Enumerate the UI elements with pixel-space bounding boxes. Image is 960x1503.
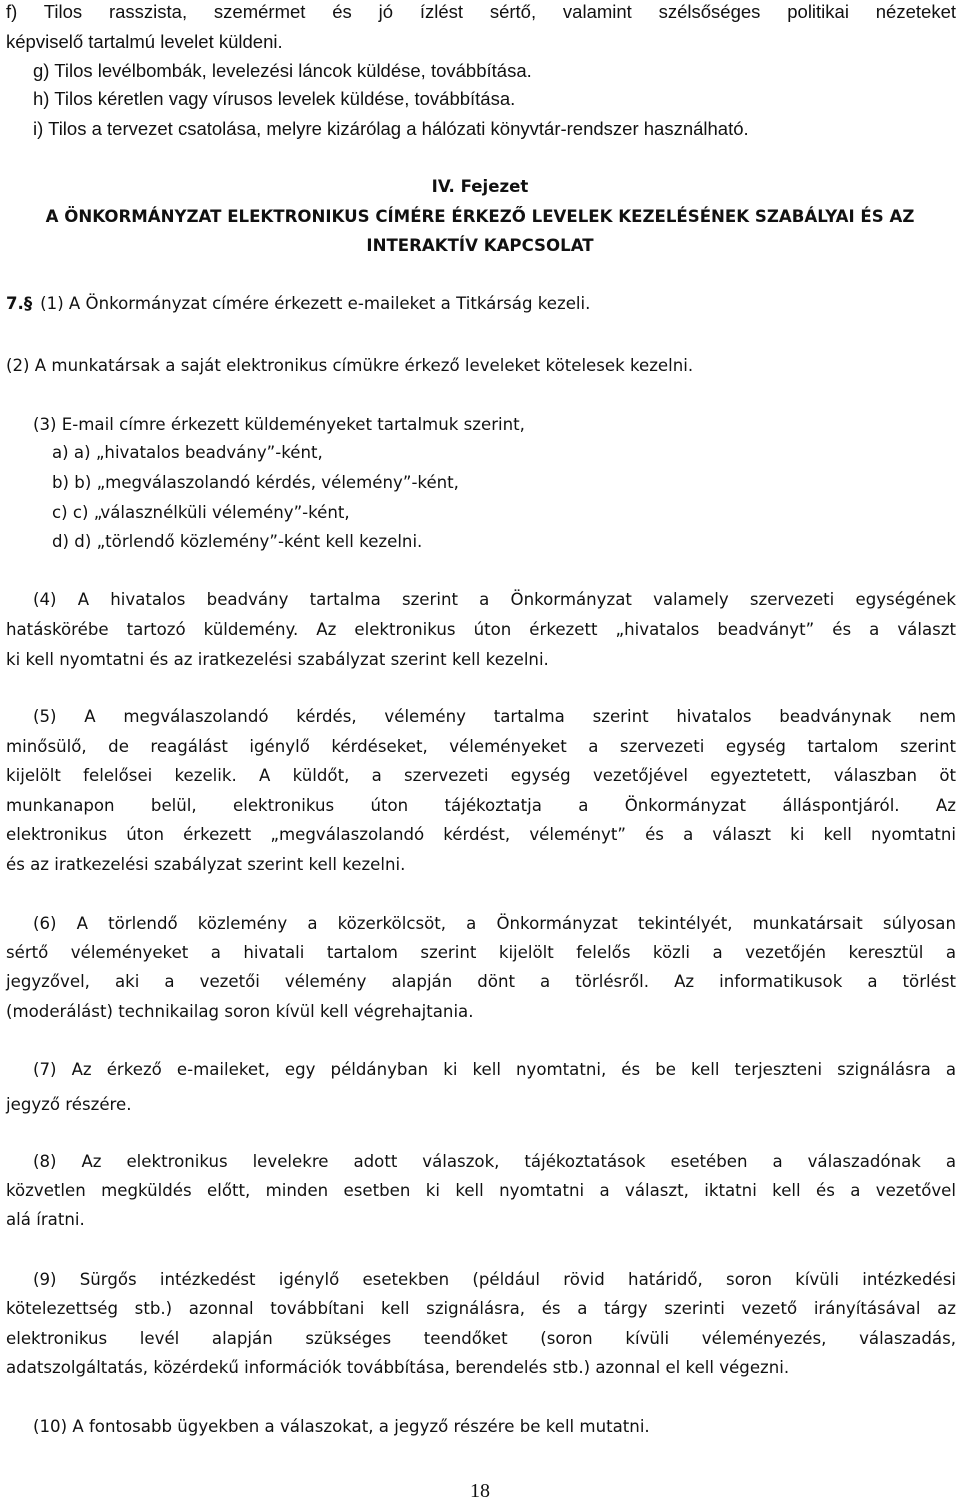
list-item-d: d) d) „törlendő közlemény”-ként kell kezelni. xyxy=(52,532,423,551)
section-number: 7. xyxy=(6,294,24,313)
paragraph-5-line3: kijelölt felelősei kezelik. A küldőt, a szervezeti egység vezetőjével egyeztetett, válaszban öt xyxy=(6,766,956,785)
page-number: 18 xyxy=(470,1480,490,1502)
section-heading xyxy=(6,292,590,316)
item-i: i) Tilos a tervezet csatolása, melyre kizárólag a hálózati könyvtár-rendszer használható. xyxy=(33,118,749,139)
chapter-title-line2: INTERAKTÍV KAPCSOLAT xyxy=(366,236,594,255)
paragraph-7-line2: jegyző részére. xyxy=(6,1095,132,1114)
paragraph-6-line2: sértő véleményeket a hivatali tartalom szerint kijelölt felelős közli a vezetőjén keresztül a xyxy=(6,943,956,962)
paragraph-8-line1: (8) Az elektronikus levelekre adott válaszok, tájékoztatások esetében a válaszadónak a xyxy=(33,1152,956,1171)
item-f-line1: f) Tilos rasszista, szemérmet és jó ízlést sértő, valamint szélsőséges politikai nézeteket xyxy=(6,1,956,22)
chapter-title-line1: A ÖNKORMÁNYZAT ELEKTRONIKUS CÍMÉRE ÉRKEZŐ LEVELEK KEZELÉSÉNEK SZABÁLYAI ÉS AZ xyxy=(45,207,915,226)
item-g: g) Tilos levélbombák, levelezési láncok küldése, továbbítása. xyxy=(33,60,532,81)
paragraph-4-line3: ki kell nyomtatni és az iratkezelési szabályzat szerint kell kezelni. xyxy=(6,650,549,669)
paragraph-8-line2: közvetlen megküldés előtt, minden esetben ki kell nyomtatni a választ, iktatni kell és a vezetővel xyxy=(6,1181,956,1200)
paragraph-4-line1: (4) A hivatalos beadvány tartalma szerint a Önkormányzat valamely szervezeti egységének xyxy=(33,590,956,609)
paragraph-4-line2: hatáskörébe tartozó küldemény. Az elektronikus úton érkezett „hivatalos beadványt” és a választ xyxy=(6,620,956,639)
paragraph-6-line1: (6) A törlendő közlemény a közerkölcsöt, a Önkormányzat tekintélyét, munkatársait súlyosan xyxy=(33,914,956,933)
paragraph-3: (3) E-mail címre érkezett küldeményeket tartalmuk szerint, xyxy=(33,415,525,434)
paragraph-6-line4: (moderálást) technikailag soron kívül kell végrehajtania. xyxy=(6,1002,474,1021)
list-item-c: c) c) „válasznélküli vélemény”-ként, xyxy=(52,503,350,522)
list-item-a: a) a) „hivatalos beadvány”-ként, xyxy=(52,443,323,462)
paragraph-6-line3: jegyzővel, aki a vezetői vélemény alapján dönt a törlésről. Az informatikusok a törlést xyxy=(6,972,956,991)
paragraph-8-line3: alá íratni. xyxy=(6,1210,85,1229)
paragraph-5-line2: minősülő, de reagálást igénylő kérdéseket, véleményeket a szervezeti egység tartalom szerint xyxy=(6,737,956,756)
section-symbol: § xyxy=(23,294,33,313)
paragraph-5-line1: (5) A megválaszolandó kérdés, vélemény tartalma szerint hivatalos beadványnak nem xyxy=(33,707,956,726)
paragraph-1: (1) A Önkormányzat címére érkezett e-maileket a Titkárság kezeli. xyxy=(40,294,591,313)
chapter-number: IV. Fejezet xyxy=(431,177,529,196)
item-f-line2: képviselő tartalmú levelet küldeni. xyxy=(6,31,283,52)
paragraph-9-line2: kötelezettség stb.) azonnal továbbítani kell szignálásra, és a tárgy szerinti vezető irányításával az xyxy=(6,1299,956,1318)
paragraph-5-line5: elektronikus úton érkezett „megválaszolandó kérdést, véleményt” és a választ ki kell nyomtatni xyxy=(6,825,956,844)
paragraph-7-line1: (7) Az érkező e-maileket, egy példányban ki kell nyomtatni, és be kell terjeszteni szignálásra a xyxy=(33,1060,956,1079)
paragraph-2: (2) A munkatársak a saját elektronikus címükre érkező leveleket kötelesek kezelni. xyxy=(6,356,694,375)
paragraph-10: (10) A fontosabb ügyekben a válaszokat, a jegyző részére be kell mutatni. xyxy=(33,1417,650,1436)
paragraph-9-line3: elektronikus levél alapján szükséges teendőket (soron kívüli véleményezés, válaszadás, xyxy=(6,1329,956,1348)
list-item-b: b) b) „megválaszolandó kérdés, vélemény”-ként, xyxy=(52,473,459,492)
paragraph-9-line4: adatszolgáltatás, közérdekű információk továbbítása, berendelés stb.) azonnal el kell végezni. xyxy=(6,1358,790,1377)
paragraph-5-line4: munkanapon belül, elektronikus úton tájékoztatja a Önkormányzat álláspontjáról. Az xyxy=(6,796,956,815)
paragraph-5-line6: és az iratkezelési szabályzat szerint kell kezelni. xyxy=(6,855,406,874)
item-h: h) Tilos kéretlen vagy vírusos levelek küldése, továbbítása. xyxy=(33,88,516,109)
paragraph-9-line1: (9) Sürgős intézkedést igénylő esetekben (például rövid határidő, soron kívüli intézkedési xyxy=(33,1270,956,1289)
